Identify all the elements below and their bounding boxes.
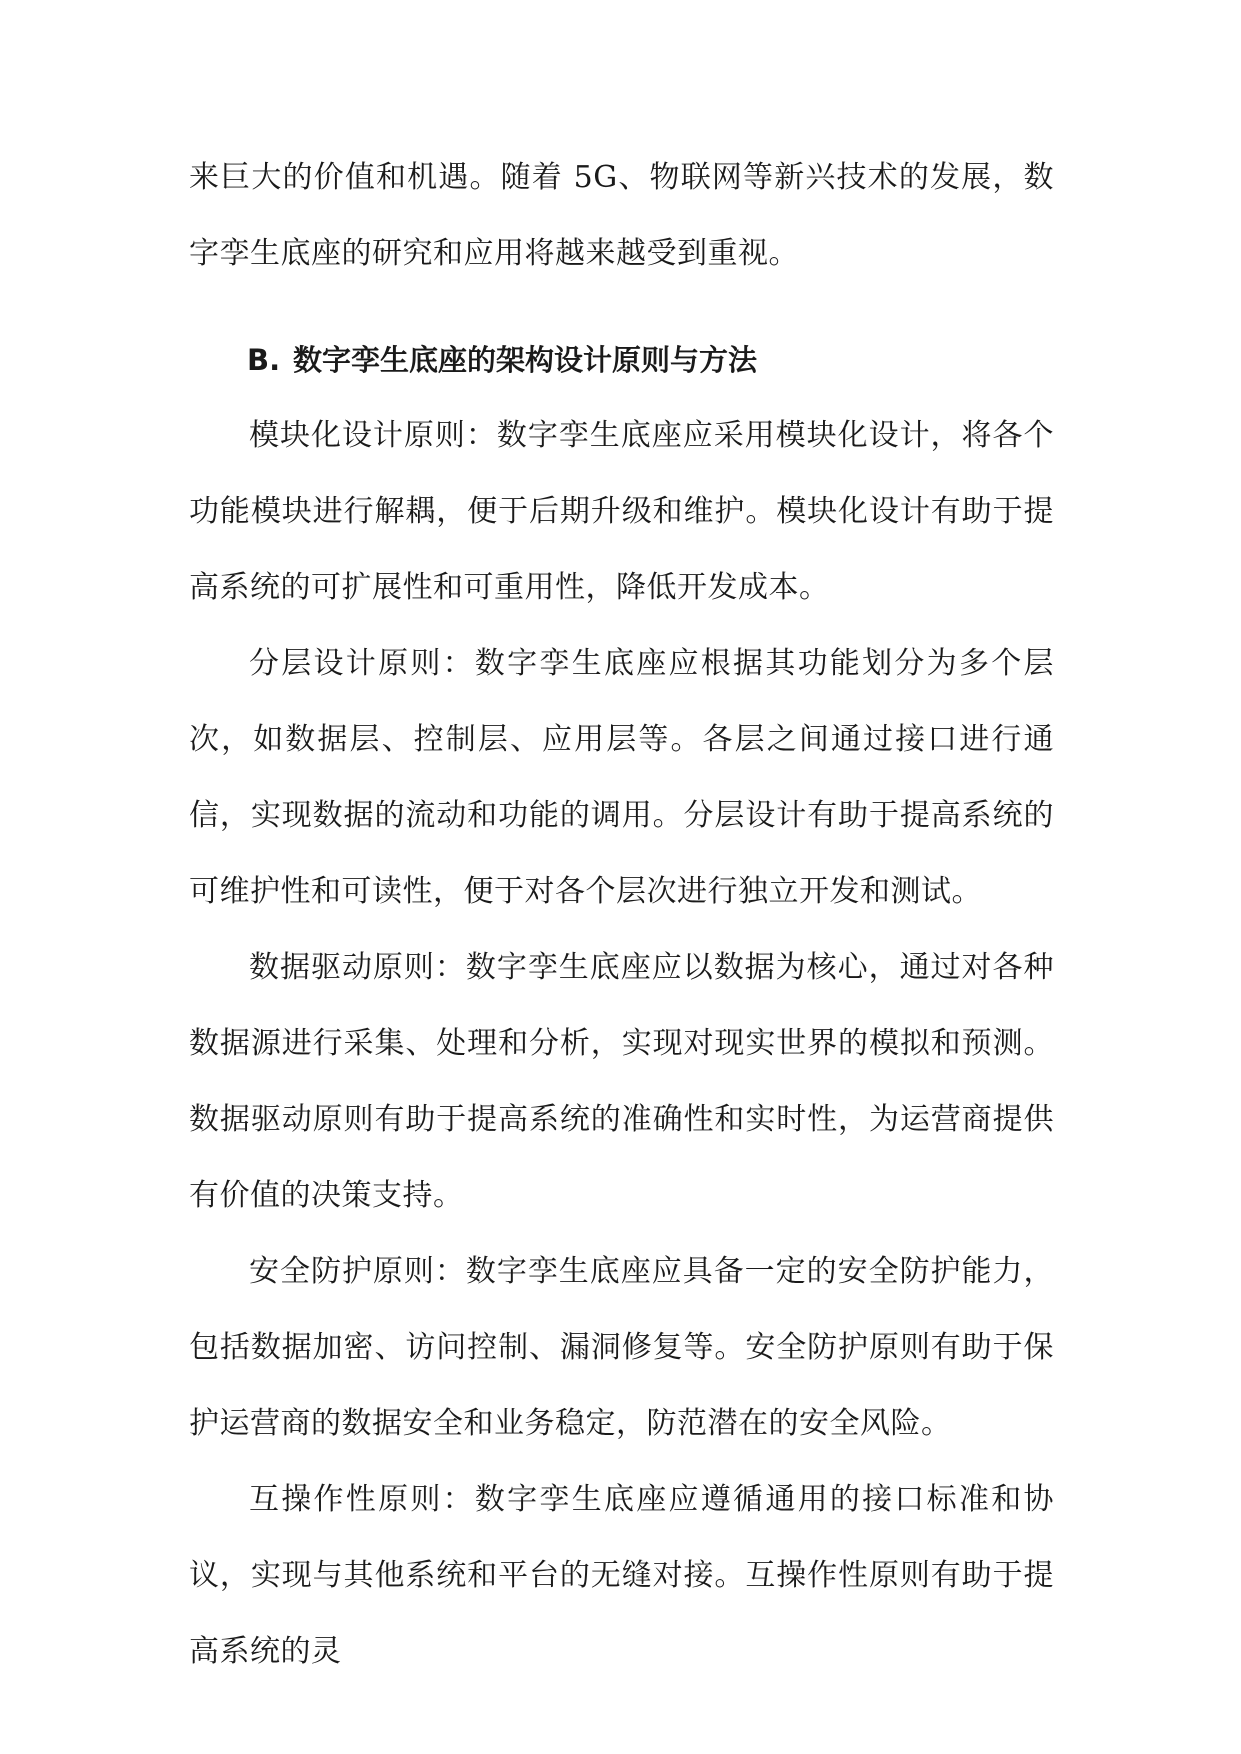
section-title: 数字孪生底座的架构设计原则与方法 xyxy=(293,343,758,377)
page-content xyxy=(189,140,1054,1690)
paragraph-layered-design: 分层设计原则：数字孪生底座应根据其功能划分为多个层次，如数据层、控制层、应用层等。各层之间通过接口进行通信，实现数据的流动和功能的调用。分层设计有助于提高系统的可维护性和可读性，便于对各个层次进行独立开发和测试。 xyxy=(189,646,1054,909)
section-gap xyxy=(189,292,1054,322)
intro-paragraph: 来巨大的价值和机遇。随着 5G、物联网等新兴技术的发展，数字孪生底座的研究和应用将越来越受到重视。 xyxy=(189,160,1054,271)
paragraph-interoperability: 互操作性原则：数字孪生底座应遵循通用的接口标准和协议，实现与其他系统和平台的无缝对接。互操作性原则有助于提高系统的灵 xyxy=(189,1482,1054,1669)
section-marker: B. xyxy=(247,343,281,377)
paragraph-security-protection: 安全防护原则：数字孪生底座应具备一定的安全防护能力，包括数据加密、访问控制、漏洞修复等。安全防护原则有助于保护运营商的数据安全和业务稳定，防范潜在的安全风险。 xyxy=(189,1254,1054,1441)
section-heading xyxy=(189,322,1054,398)
paragraph-modular-design: 模块化设计原则：数字孪生底座应采用模块化设计，将各个功能模块进行解耦，便于后期升级和维护。模块化设计有助于提高系统的可扩展性和可重用性，降低开发成本。 xyxy=(189,418,1054,605)
paragraph-data-driven: 数据驱动原则：数字孪生底座应以数据为核心，通过对各种数据源进行采集、处理和分析，实现对现实世界的模拟和预测。数据驱动原则有助于提高系统的准确性和实时性，为运营商提供有价值的决策支持。 xyxy=(189,950,1054,1213)
